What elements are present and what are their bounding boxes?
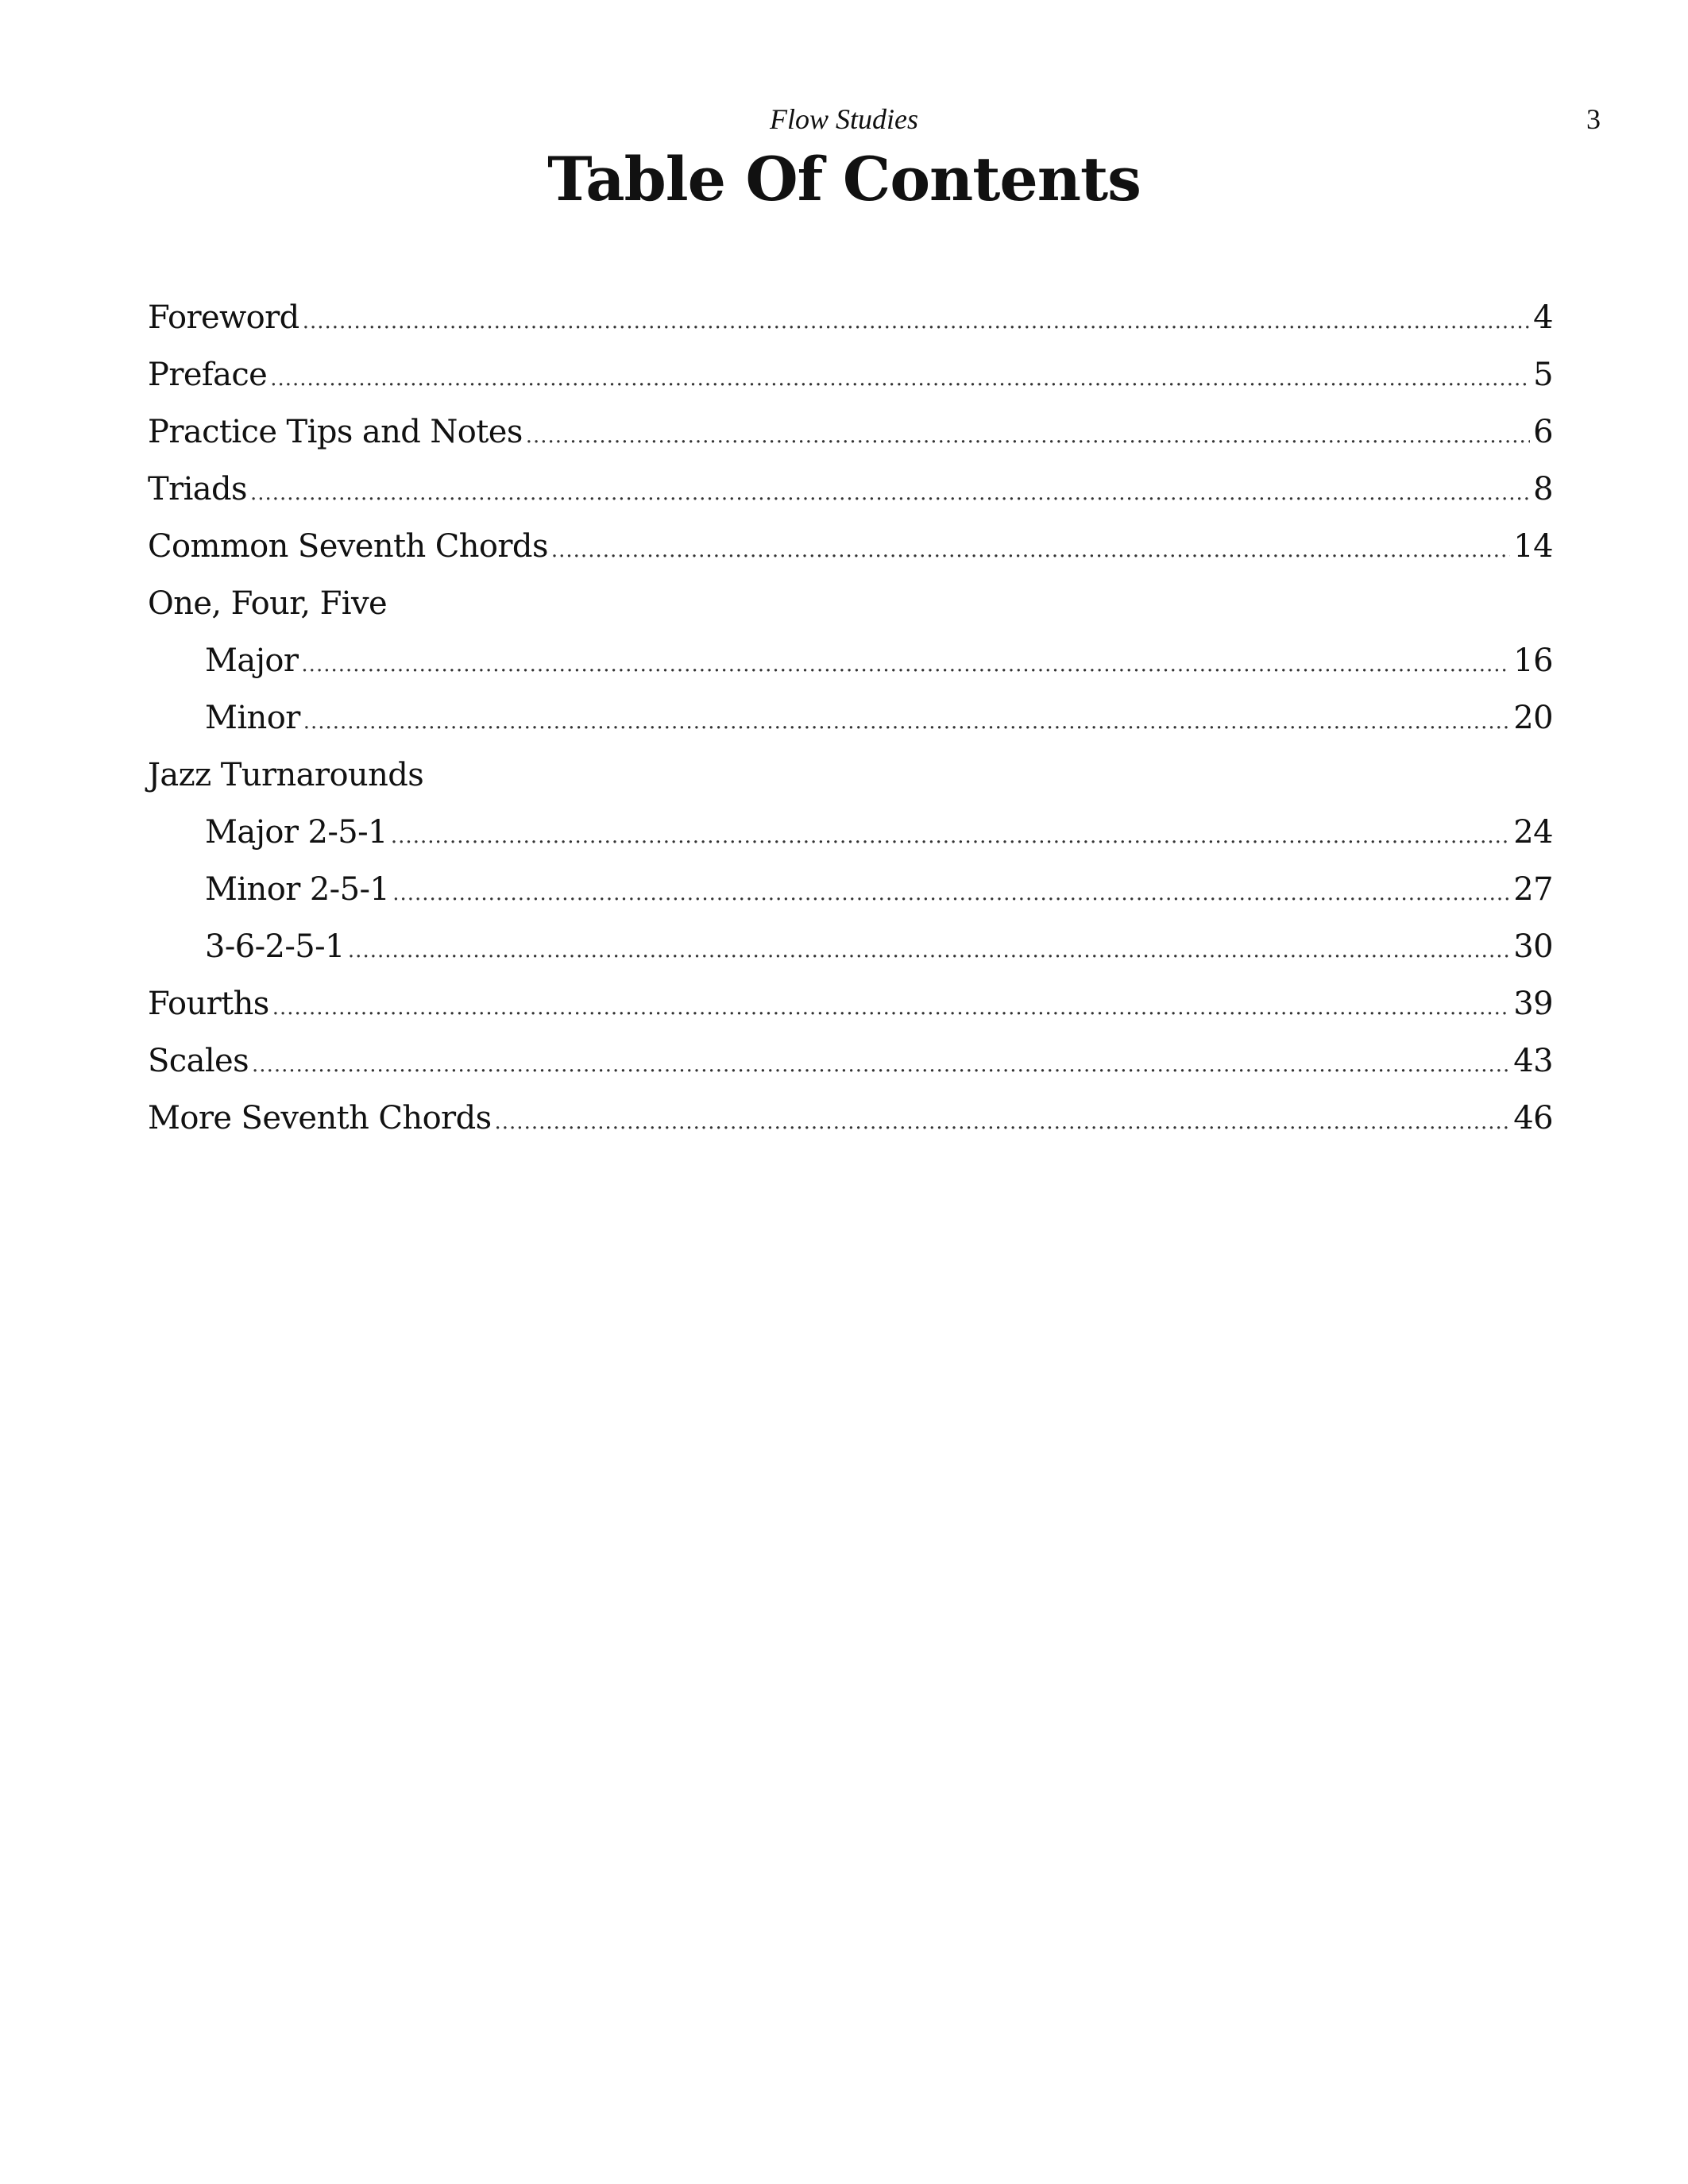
toc-entry-page: 16: [1513, 642, 1553, 679]
toc-dot-leader: [303, 701, 1511, 743]
toc-entry-practice-tips[interactable]: [148, 411, 1553, 469]
toc-entry-3-6-2-5-1[interactable]: [148, 926, 1553, 983]
toc-entry-page: 24: [1513, 814, 1553, 851]
toc-entry-label: Major: [205, 642, 299, 679]
toc-dot-leader: [551, 530, 1510, 571]
toc-entry-major-2-5-1[interactable]: [148, 812, 1553, 869]
toc-entry-page: 20: [1513, 700, 1553, 736]
toc-dot-leader: [252, 1044, 1510, 1086]
toc-entry-label: Minor: [205, 700, 300, 736]
toc-dot-leader: [250, 473, 1530, 514]
toc-entry-common-seventh-chords[interactable]: [148, 526, 1553, 583]
page-title: Table Of Contents: [547, 144, 1141, 214]
toc-entry-page: 4: [1533, 299, 1553, 336]
toc-entry-minor-2-5-1[interactable]: [148, 869, 1553, 926]
running-header: Flow Studies: [770, 103, 918, 135]
toc-entry-more-seventh-chords[interactable]: [148, 1098, 1553, 1155]
toc-entry-page: 5: [1533, 357, 1553, 393]
toc-dot-leader: [348, 930, 1510, 971]
toc-dot-leader: [272, 987, 1511, 1028]
toc-dot-leader: [270, 358, 1530, 399]
toc-entry-page: 27: [1513, 871, 1553, 908]
toc-entry-page: 46: [1513, 1100, 1553, 1136]
toc-entry-label: Major 2-5-1: [205, 814, 388, 851]
toc-entry-label: Triads: [148, 471, 247, 507]
toc-section-label: Jazz Turnarounds: [148, 757, 424, 793]
toc-section-one-four-five: [148, 583, 1553, 640]
toc-entry-page: 14: [1513, 528, 1553, 565]
toc-entry-minor[interactable]: [148, 697, 1553, 754]
toc-entry-label: Minor 2-5-1: [205, 871, 390, 908]
toc-entry-label: Practice Tips and Notes: [148, 414, 523, 450]
toc-entry-page: 30: [1513, 928, 1553, 965]
toc-entry-major[interactable]: [148, 640, 1553, 697]
toc-entry-label: Foreword: [148, 299, 299, 336]
toc-entry-label: Scales: [148, 1043, 249, 1079]
toc-entry-page: 6: [1533, 414, 1553, 450]
toc-dot-leader: [526, 415, 1530, 457]
toc-entry-scales[interactable]: [148, 1040, 1553, 1098]
toc-dot-leader: [392, 873, 1510, 914]
toc-entry-label: Preface: [148, 357, 268, 393]
toc-entry-page: 43: [1513, 1043, 1553, 1079]
toc-entry-page: 8: [1533, 471, 1553, 507]
toc-section-label: One, Four, Five: [148, 585, 388, 622]
toc-entry-label: Fourths: [148, 986, 269, 1022]
table-of-contents: [148, 297, 1553, 1155]
toc-dot-leader: [303, 301, 1530, 342]
toc-section-jazz-turnarounds: [148, 754, 1553, 812]
toc-entry-triads[interactable]: [148, 469, 1553, 526]
toc-entry-page: 39: [1513, 986, 1553, 1022]
toc-entry-label: More Seventh Chords: [148, 1100, 492, 1136]
page-number: 3: [1586, 103, 1601, 135]
toc-entry-fourths[interactable]: [148, 983, 1553, 1040]
toc-entry-label: 3-6-2-5-1: [205, 928, 345, 965]
toc-entry-foreword[interactable]: [148, 297, 1553, 354]
toc-dot-leader: [301, 644, 1510, 685]
toc-entry-preface[interactable]: [148, 354, 1553, 411]
toc-dot-leader: [495, 1102, 1511, 1143]
toc-dot-leader: [391, 816, 1510, 857]
toc-entry-label: Common Seventh Chords: [148, 528, 548, 565]
